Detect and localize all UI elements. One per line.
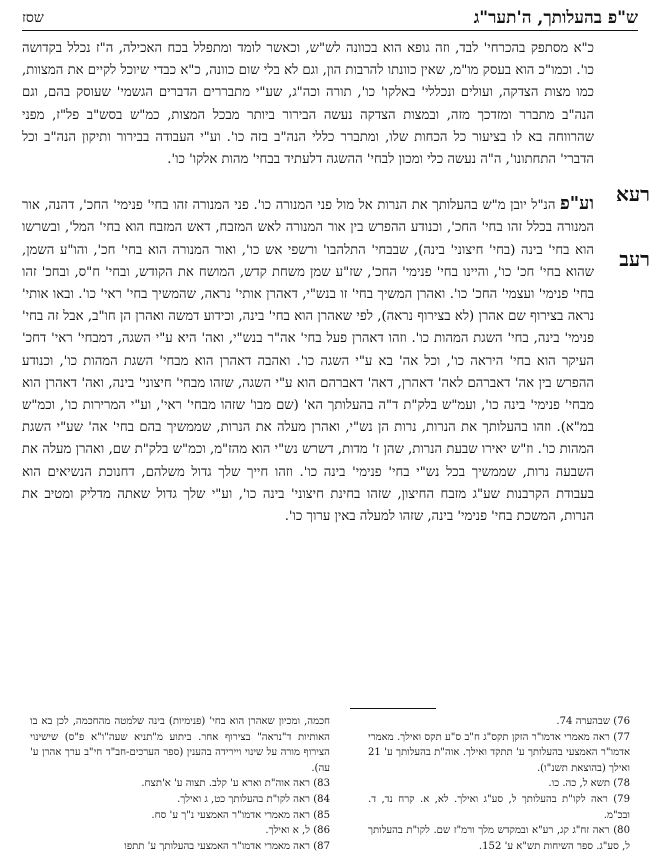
footnote: 77) ראה מאמרי אדמו"ר הזקן תקס"ג ח"ב ס"ע תקס ואילך. מאמרי אדמו"ר האמצעי בהעלותך ע' תתקד ואילך. אוה"ת בהעלותך ע' 21 ואילך (בהוצאת תשנ"ו). (368, 731, 630, 774)
footnote: 76) שבהערה 74. (556, 716, 630, 727)
footnotes-right-column (368, 714, 630, 854)
paragraph-lead-word: וע"פ (560, 193, 594, 215)
running-title: ש"פ בהעלותך, ה'תער"ג (473, 8, 638, 28)
footnote: חכמה, ומכיון שאהרן הוא בחי' (פנימיות) בינה שלמטה מהחכמה, לכן בא בו האותיות ד"נראה" בצירוף אחר. ביתוע מ"תניא שעה"ו"א פ"ס) שישינוי הצירוף מורה על שינוי ויירידה בהענין (ספר הערכים-חב"ד חי"ב ערך אהרן ע' עה). (30, 716, 330, 774)
footnote: 84) ראה לקו"ת בהעלותך כט, ג ואילך. (177, 793, 330, 805)
paragraph-1: כ"א מסתפק בהכרחי' לבד, וזה גופא הוא בכוונה לש"ש, וכאשר לומד ומתפלל בכח האכילה, ה"ז נכלל בקדושה כו'. וכמו"כ הוא בעסק מו"מ, שאין כוונתו להרבות הון, וגם לא בלי שום כוונה, כ"א כבדי שיוכל לקיים את המצוות, כמו מצות הצדקה, ועולים ונכללי' באלקו' כו', תורה וכה"ג, שע"י מתבררים הדברים הגשמי' שעוסק בהם, וגם הנה"ב מתברר ומזדכך מזה, ובמצות הצדקה נעשה הבירור ביותר מבכל המצות, כמ"ש בסש"ב פל"ז, מפני שהרווחה בא לו בציעור כל הכחות שלו, ומתברר כללי הנה"ב בזה כו'. וע"י העבודה בבירור ותיקון הנה"ב וכל הדברי' התחתונו', ה"ה נעשה כלי ומכון לבחי' ההשגה דלעתיד בבחי' מהות אלקו' כו'. (22, 41, 594, 168)
footnote: 87) ראה מאמרי אדמו"ר האמצעי בהעלותך ע' תתפו (124, 840, 330, 852)
footnote: 85) ראה מאמרי אדמו"ר האמצעי נ"ך ע' סח. (151, 809, 330, 821)
margin-mark: רעב (619, 247, 650, 271)
paragraph-2 (22, 193, 594, 528)
margin-mark: רעא (616, 182, 650, 206)
footnote: 79) ראה לקו"ת בהעלותך ל, סע"ג ואילך. לא, א. קרח נד, ד. ובכ"מ. (368, 793, 630, 821)
main-text (22, 38, 594, 528)
page-header (22, 6, 638, 31)
footnote: 78) תשא ל, כה. כו. (548, 778, 630, 790)
page-number: שסז (22, 10, 44, 26)
paragraph-2-text: הנ"ל יובן מ"ש בהעלותך את הנרות אל מול פני המנורה כו'. פני המנורה זהו בחי' פנימי' החכ', דהנה, אור המנורה בכלל זהו בחי' החכ', וכנודע ההפרש בין אור המנורה לאש המזבח, דאש המזבח הוא בחי' המל', ובשרשו הוא בחי' בינה (בחי' חיצוני' בינה), שבבחי' התלהבו' ורשפי אש כו', ואור המנורה הוא בחי' חכ', והו"ע השמן, שהוא בחי' חכ' כו', והיינו בחי' פנימי' החכ', שז"ע שמן משחת קדש, המושח את הקודש, ובחי' ח"ס, ובחכ' זהו בחי' פנימי' ועצמי' החכ' כו'. ואהרן המשיך בחי' זו בנש"י, דאהרן אותי' נראה, שהמשיך בחי' ראי' כו'. ובאו אותי' נראה בצירוף שם אהרן (לא בצירוף נראה), לפי שאהרן הוא בחי' בינה, וכידוע דמשה ואהרן הן חו"ב, אבל זה בחי' פנימי' בינה, בחי' השגת המהות כו'. וזהו דאהרן פעל בחי' אה"ר בנש"י, ואה' היא ע"י השגה, דמבחי' ראי' דחכ' העיקר הוא בחי' היראה כו', וכל אה' בא ע"י השגה כו'. ואהבה דאהרן הוא מבחי' השגת המהות כו', וכנודע ההפרש בין אה' דאברהם לאה' דאהרן, דאה' דאברהם הוא ע"י השגה, שזהו מבחי' חיצוני' בינה, ואה' דאהרן הוא מבחי' פנימי' בינה כו', ועמ"ש בלק"ת ד"ה בהעלותך הא' (שם מבו' שזהו מבחי' ראי', וע"י המרירות כו', וכמ"ש במ"א). וזהו בהעלותך את הנרות, נרות הן נש"י, ואהרן מעלה את הנרות, שממשיך בהם בחי' אה' שע"י השגת המהות כו'. וז"ש יאירו שבעת הנרות, שהן ז' מדות, דשרש נש"י הוא מהז"מ, וכמ"ש בלק"ת שם, ואהרן מעלה את השבעה נרות, שממשיך בכל נש"י בחי' פנימי' בינה כו'. וזהו חייך שלך גדול משלהם, דחנוכת הנשיאים הוא בעבודת הקרבנות שע"ג מזבח החיצון, שזהו בחינת חיצוני' בינה כו', וע"י שלך גדול שאתה מדליק ומטיב את הנרות, המשכת בחי' פנימי' בינה, שזהו למעלה באין ערוך כו'. (22, 198, 594, 525)
footnote-divider (350, 708, 436, 709)
footnote: 86) ל, א ואילך. (265, 825, 330, 837)
paragraph-spacer (22, 171, 594, 193)
footnotes-left-column (30, 714, 330, 854)
footnote: 83) ראה אוה"ת וארא ע' קלב. תצוה ע' א'תצח. (141, 778, 330, 790)
footnote: 80) ראה זח"ג קג, רע"א ובמקדש מלך ורמ"ז שם. לקו"ת בהעלותך ל, סע"ג. ספר השיחות תש"א ע' 152. (368, 825, 630, 852)
